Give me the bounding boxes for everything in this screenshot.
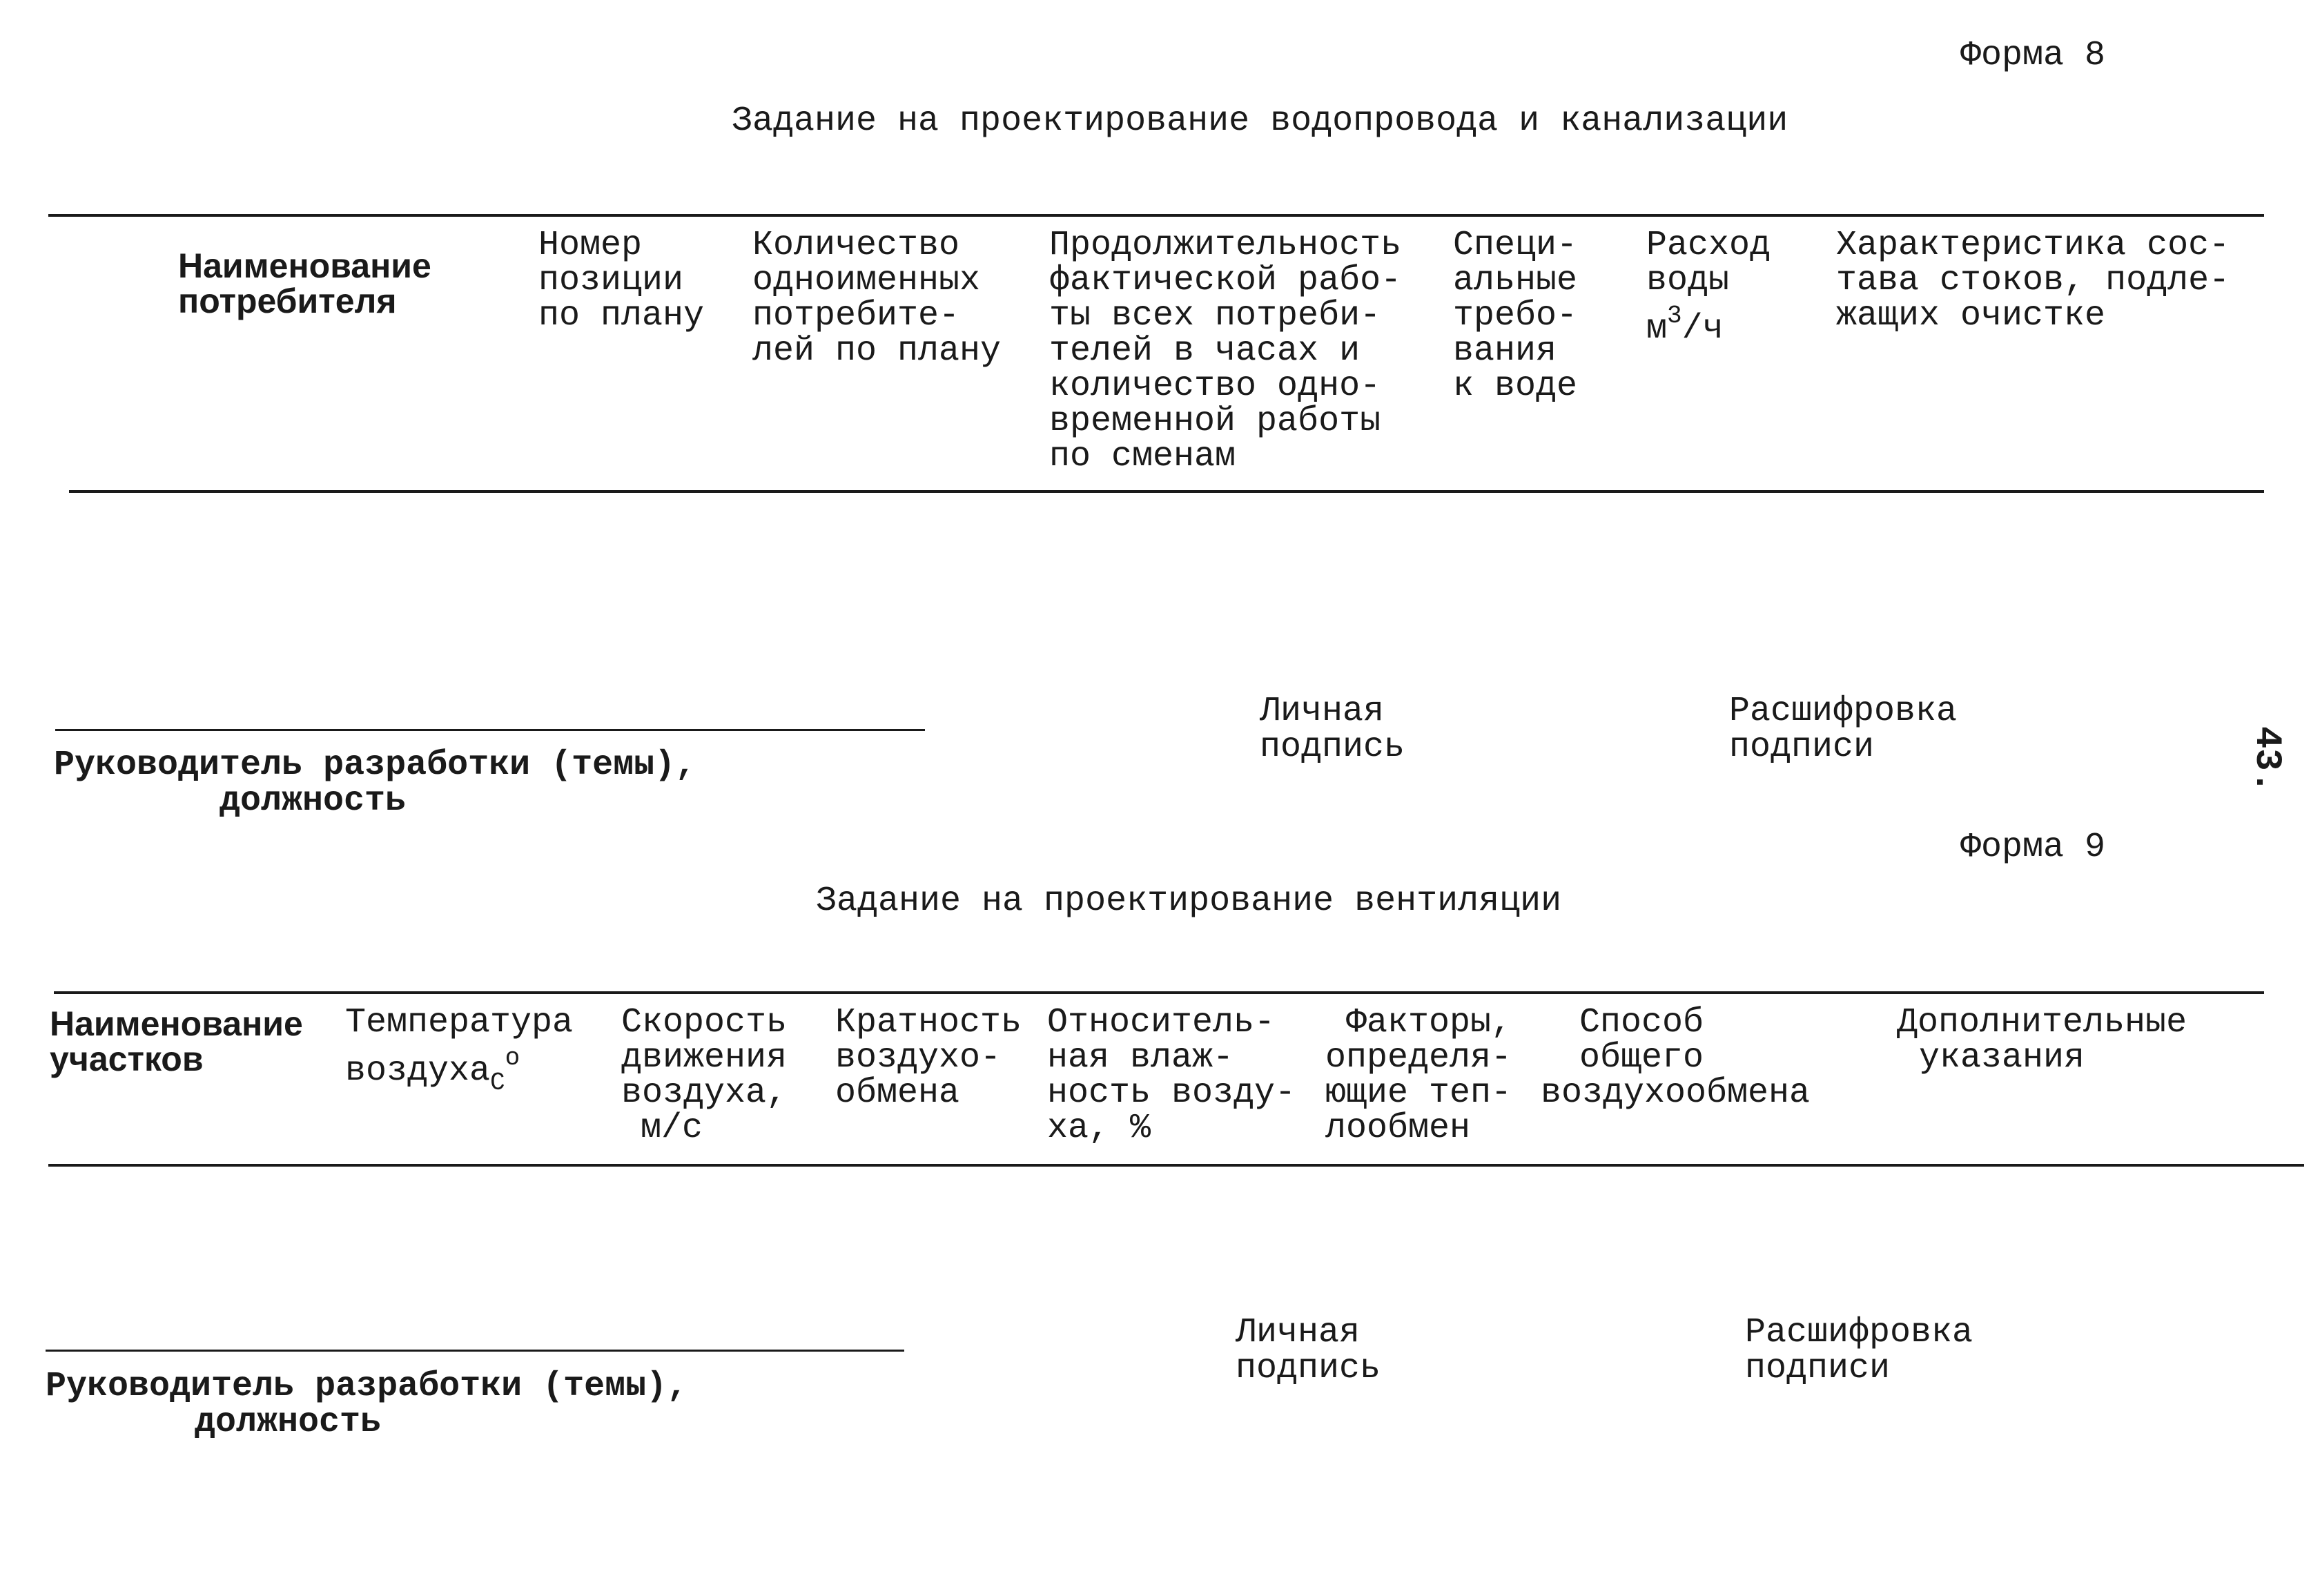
- form9-col-additional-notes: Дополнительные указания: [1897, 1003, 2187, 1078]
- form9-col-air-exchange-method: Способ общего воздухообмена: [1541, 1003, 1811, 1113]
- form9-header-bottom-rule: [48, 1164, 2304, 1167]
- form9-col-air-exchange-rate: Кратность воздухо- обмена: [835, 1003, 1022, 1113]
- form8-title: Задание на проектирование водопровода и канализации: [732, 101, 1788, 141]
- form8-col-water-flow: Расход воды $м^3/ч$: [1646, 226, 1771, 349]
- form8-label: Форма 8: [1960, 36, 2106, 75]
- form9-label: Форма 9: [1960, 828, 2106, 867]
- form9-col-air-temperature: Температура воздуха$_С^о$: [345, 1003, 574, 1097]
- form8-header-top-rule: [48, 214, 2264, 217]
- form8-col-water-requirements: Специ- альные требо- вания к воде: [1453, 226, 1578, 406]
- form9-signature-decode-label: Расшифровка подписи: [1745, 1313, 1973, 1388]
- form8-col-wastewater-characteristics: Характеристика сос- тава стоков, подле- жащих очистке: [1836, 226, 2230, 335]
- form9-header-top-rule: [54, 991, 2264, 994]
- form8-position-label: Руководитель разработки (темы), должность: [54, 746, 696, 821]
- form8-signature-line: [55, 729, 925, 731]
- form9-col-air-velocity: Скорость движения воздуха, м/с: [621, 1003, 788, 1148]
- form8-header-bottom-rule: [69, 490, 2264, 493]
- form8-personal-signature-label: Личная подпись: [1260, 692, 1405, 767]
- form9-title: Задание на проектирование вентиляции: [816, 882, 1562, 921]
- form9-position-label: Руководитель разработки (темы), должность: [46, 1367, 688, 1442]
- form9-personal-signature-label: Личная подпись: [1236, 1313, 1381, 1388]
- form9-col-relative-humidity: Относитель- ная влаж- ность возду- ха, %: [1047, 1003, 1296, 1148]
- form8-col-work-duration: Продолжительность фактической рабо- ты всех потреби- телей в часах и количество одно- временной работы по сменам: [1049, 226, 1402, 476]
- form9-col-area-name: Наименование участков: [50, 1004, 303, 1078]
- form9-col-heat-exchange-factors: Факторы, определя- ющие теп- лообмен: [1325, 1003, 1512, 1148]
- page-number: 43.: [2245, 726, 2288, 794]
- form9-signature-line: [46, 1350, 904, 1352]
- form8-col-consumer-count: Количество одноименных потребите- лей по плану: [752, 226, 1002, 371]
- form8-signature-decode-label: Расшифровка подписи: [1729, 692, 1958, 767]
- form8-col-position-number: Номер позиции по плану: [538, 226, 705, 335]
- form8-col-consumer-name: Наименование потребителя: [178, 246, 431, 320]
